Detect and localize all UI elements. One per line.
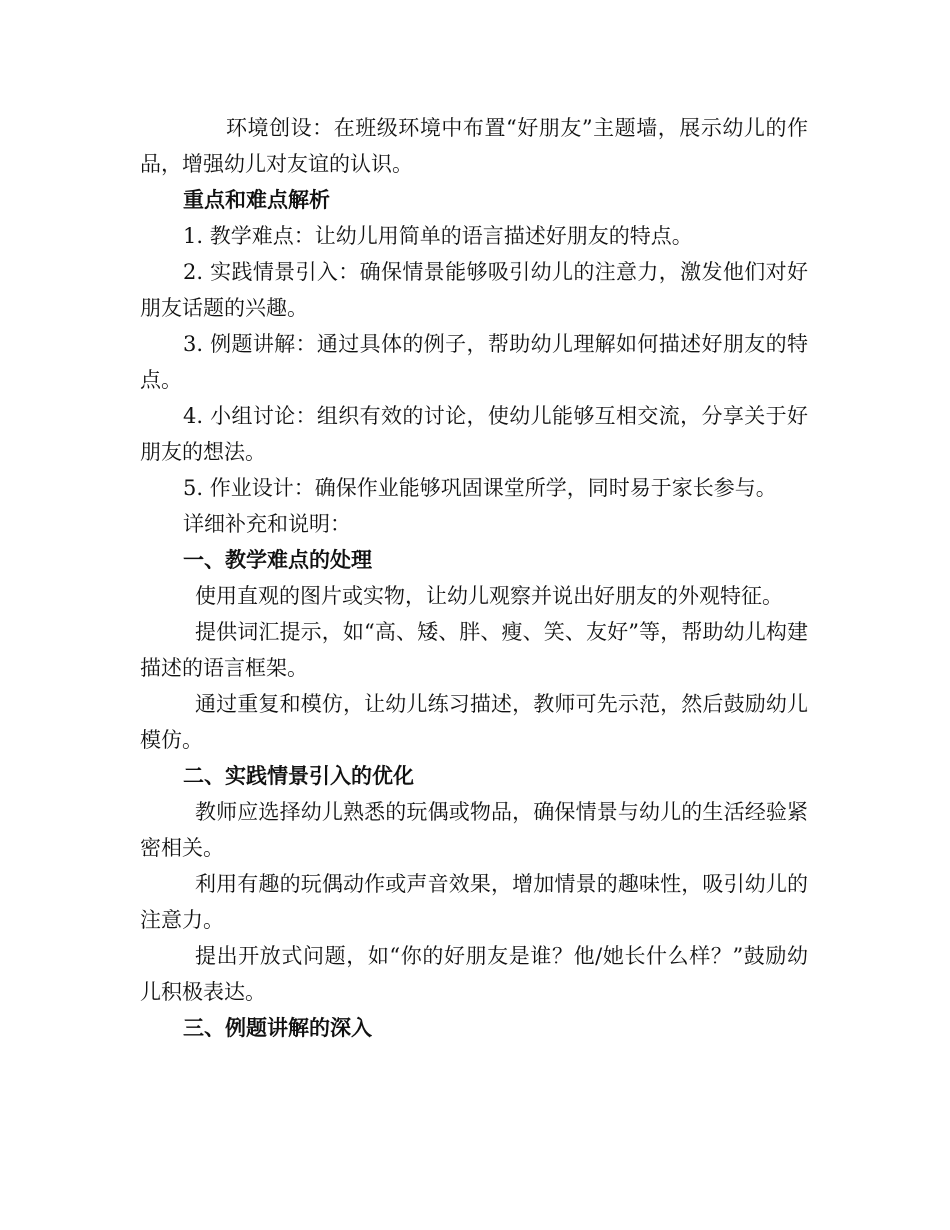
section-1-paragraph: 通过重复和模仿，让幼儿练习描述，教师可先示范，然后鼓励幼儿模仿。 xyxy=(140,692,808,752)
section-1-paragraph: 提供词汇提示，如“高、矮、胖、瘦、笑、友好”等，帮助幼儿构建描述的语言框架。 xyxy=(140,620,808,680)
list-item: 5. 作业设计：确保作业能够巩固课堂所学，同时易于家长参与。 xyxy=(183,476,777,500)
environment-paragraph: 环境创设：在班级环境中布置“好朋友”主题墙，展示幼儿的作品，增强幼儿对友谊的认识。 xyxy=(140,116,808,176)
list-item: 1. 教学难点：让幼儿用简单的语言描述好朋友的特点。 xyxy=(183,224,693,248)
key-points-heading: 重点和难点解析 xyxy=(183,187,330,212)
section-3-heading: 三、例题讲解的深入 xyxy=(183,1015,372,1040)
section-2-paragraph: 提出开放式问题，如“你的好朋友是谁？他/她长什么样？”鼓励幼儿积极表达。 xyxy=(140,944,808,1004)
list-item: 2. 实践情景引入：确保情景能够吸引幼儿的注意力，激发他们对好朋友话题的兴趣。 xyxy=(140,260,808,320)
supplement-label: 详细补充和说明： xyxy=(183,512,351,536)
section-1-heading: 一、教学难点的处理 xyxy=(183,547,372,572)
section-2-heading: 二、实践情景引入的优化 xyxy=(183,763,414,788)
list-item: 3. 例题讲解：通过具体的例子，帮助幼儿理解如何描述好朋友的特点。 xyxy=(140,332,808,392)
section-1-paragraph: 使用直观的图片或实物，让幼儿观察并说出好朋友的外观特征。 xyxy=(195,584,783,608)
section-2-paragraph: 教师应选择幼儿熟悉的玩偶或物品，确保情景与幼儿的生活经验紧密相关。 xyxy=(140,800,808,860)
list-item: 4. 小组讨论：组织有效的讨论，使幼儿能够互相交流，分享关于好朋友的想法。 xyxy=(140,404,808,464)
document-body xyxy=(140,110,808,1046)
section-2-paragraph: 利用有趣的玩偶动作或声音效果，增加情景的趣味性，吸引幼儿的注意力。 xyxy=(140,872,808,932)
